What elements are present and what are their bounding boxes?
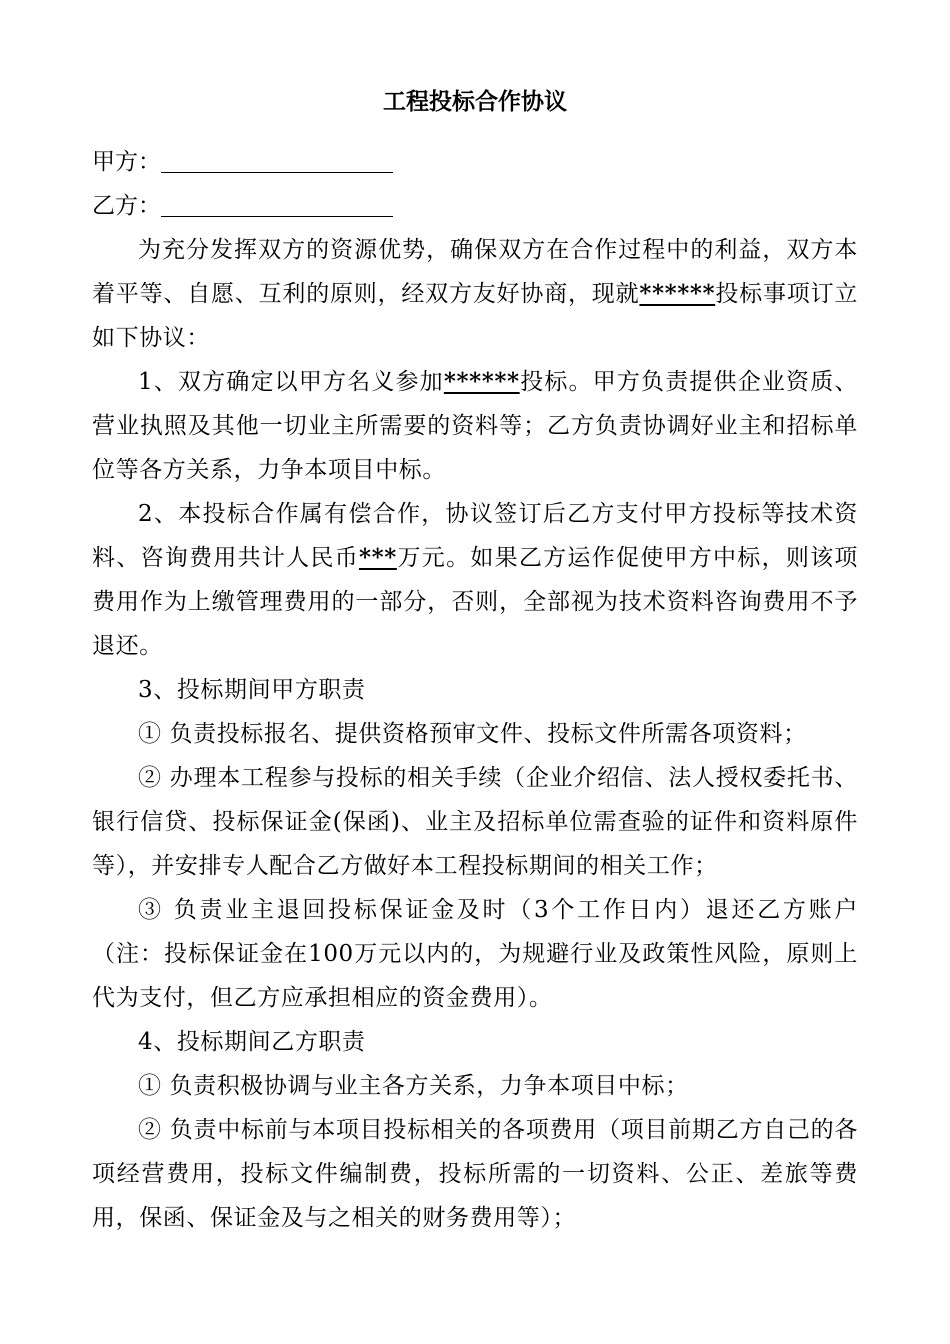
- party-b-line: [92, 184, 858, 228]
- preamble-text-2: 投标事项订立如下协议：: [92, 281, 858, 351]
- clause-4-item-1: ① 负责积极协调与业主各方关系，力争本项目中标；: [138, 1073, 689, 1099]
- preamble-paragraph: [92, 228, 858, 360]
- party-a-blank: [161, 150, 393, 173]
- project-name-blank: ******: [639, 280, 716, 307]
- clause-3-item-1: ① 负责投标报名、提供资格预审文件、投标文件所需各项资料；: [138, 721, 807, 747]
- clause-2: [92, 492, 858, 668]
- clause-3-item-2: ② 办理本工程参与投标的相关手续（企业介绍信、法人授权委托书、银行信贷、投标保证金(保函)、业主及招标单位需查验的证件和资料原件等），并安排专人配合乙方做好本工程投标期间的相关工作；: [92, 765, 858, 879]
- clause-1-project-blank: ******: [443, 368, 520, 395]
- clause-2-amount-blank: ***: [358, 544, 397, 571]
- clause-1-text-1: 1、双方确定以甲方名义参加: [138, 369, 444, 395]
- party-a-line: [92, 140, 858, 184]
- clause-4-heading: 4、投标期间乙方职责: [138, 1029, 366, 1055]
- party-b-label: 乙方：: [92, 193, 161, 219]
- clause-2-text-1: 2、本投标合作属有偿合作，协议签订后乙方支付甲方投标等技术资料、咨询费用共计人民币: [92, 501, 858, 571]
- party-b-blank: [161, 194, 393, 217]
- clause-1: [92, 360, 858, 492]
- clause-3-heading: 3、投标期间甲方职责: [138, 677, 366, 703]
- preamble-text-1: 为充分发挥双方的资源优势，确保双方在合作过程中的利益，双方本着平等、自愿、互利的原则，经双方友好协商，现就: [92, 237, 858, 307]
- clause-2-text-2: 万元。如果乙方运作促使甲方中标，则该项费用作为上缴管理费用的一部分，否则，全部视为技术资料咨询费用不予退还。: [92, 545, 858, 659]
- clause-1-text-2: 投标。甲方负责提供企业资质、营业执照及其他一切业主所需要的资料等；乙方负责协调好业主和招标单位等各方关系，力争本项目中标。: [92, 369, 858, 483]
- party-a-label: 甲方：: [92, 149, 161, 175]
- clause-4-item-2: ② 负责中标前与本项目投标相关的各项费用（项目前期乙方自己的各项经营费用，投标文件编制费，投标所需的一切资料、公正、差旅等费用，保函、保证金及与之相关的财务费用等）；: [92, 1117, 858, 1231]
- document-title: 工程投标合作协议: [383, 89, 567, 115]
- clause-3-item-3: ③ 负责业主退回投标保证金及时（3个工作日内）退还乙方账户（注：投标保证金在100万元以内的，为规避行业及政策性风险，原则上代为支付，但乙方应承担相应的资金费用）。: [92, 897, 858, 1011]
